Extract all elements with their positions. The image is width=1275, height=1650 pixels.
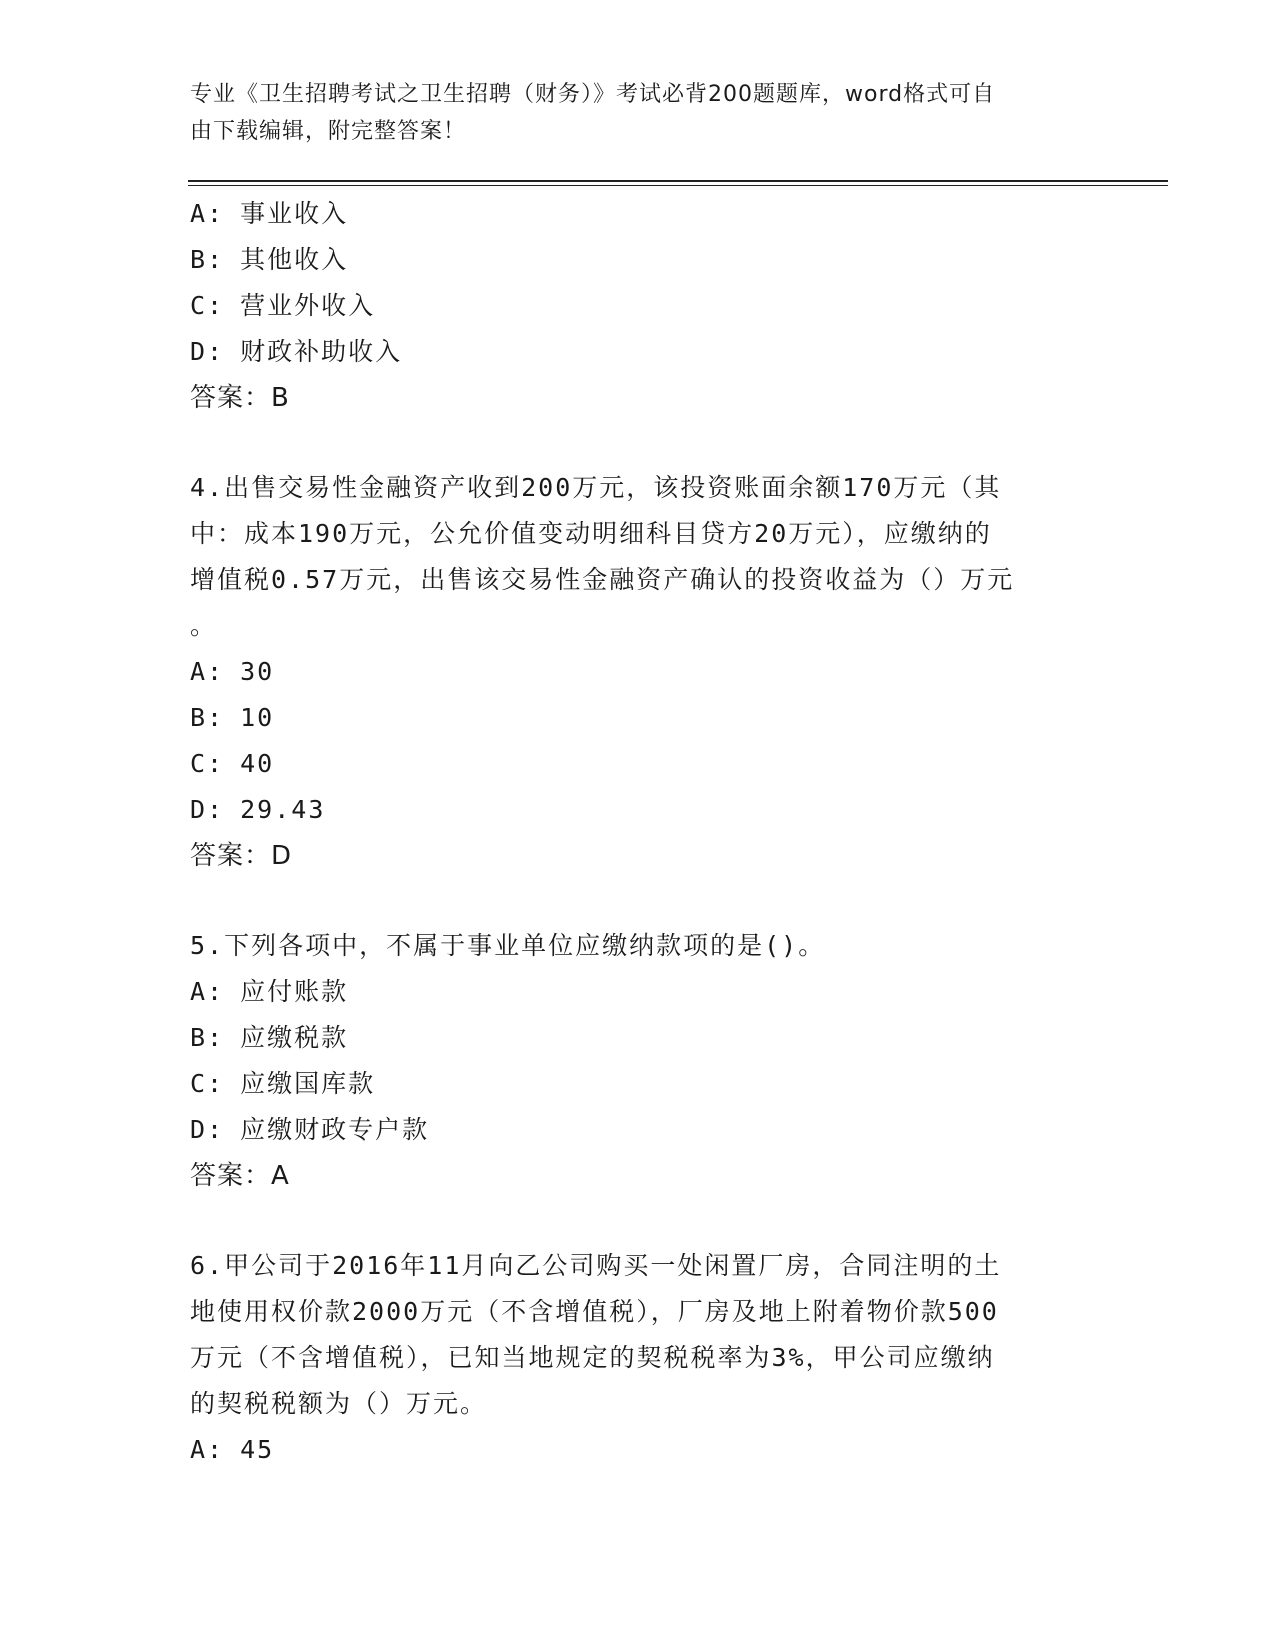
answer-label: 答案：D [190, 841, 293, 871]
option-d: D: 29.43 [190, 795, 326, 824]
document-header [190, 76, 1070, 150]
option-a: A: 事业收入 [190, 199, 349, 228]
option-b: B: 其他收入 [190, 245, 349, 274]
option-a: A: 30 [190, 657, 275, 686]
header-divider-thick [188, 180, 1168, 182]
answer-label: 答案：B [190, 383, 290, 413]
option-c: C: 营业外收入 [190, 291, 376, 320]
question-text-line: 4.出售交易性金融资产收到200万元，该投资账面余额170万元（其 [190, 473, 1002, 502]
option-c: C: 40 [190, 749, 275, 778]
question-text-line: 中：成本190万元，公允价值变动明细科目贷方20万元），应缴纳的 [190, 519, 992, 548]
question-5 [190, 923, 1080, 1199]
option-d: D: 财政补助收入 [190, 337, 403, 366]
question-text-line: 万元（不含增值税），已知当地规定的契税税率为3%，甲公司应缴纳 [190, 1343, 995, 1372]
question-text-line: 地使用权价款2000万元（不含增值税），厂房及地上附着物价款500 [190, 1297, 999, 1326]
header-line-1: 专业《卫生招聘考试之卫生招聘（财务）》考试必背200题题库，word格式可自 [190, 82, 996, 107]
header-divider-thin [188, 185, 1168, 186]
header-line-2: 由下载编辑，附完整答案！ [190, 119, 467, 144]
question-3 [190, 191, 1080, 421]
option-b: B: 应缴税款 [190, 1023, 349, 1052]
option-b: B: 10 [190, 703, 275, 732]
question-4 [190, 465, 1080, 879]
question-6 [190, 1243, 1080, 1473]
option-a: A: 45 [190, 1435, 275, 1464]
answer-label: 答案：A [190, 1161, 290, 1191]
question-text-line: 6.甲公司于2016年11月向乙公司购买一处闲置厂房，合同注明的土 [190, 1251, 1002, 1280]
question-text-line: 增值税0.57万元，出售该交易性金融资产确认的投资收益为（）万元 [190, 565, 1015, 594]
option-a: A: 应付账款 [190, 977, 349, 1006]
option-d: D: 应缴财政专户款 [190, 1115, 430, 1144]
question-text-line: 。 [190, 611, 218, 640]
question-text-line: 的契税税额为（）万元。 [190, 1389, 488, 1418]
option-c: C: 应缴国库款 [190, 1069, 376, 1098]
question-text-line: 5.下列各项中，不属于事业单位应缴纳款项的是()。 [190, 931, 826, 960]
question-list [190, 191, 1080, 1473]
